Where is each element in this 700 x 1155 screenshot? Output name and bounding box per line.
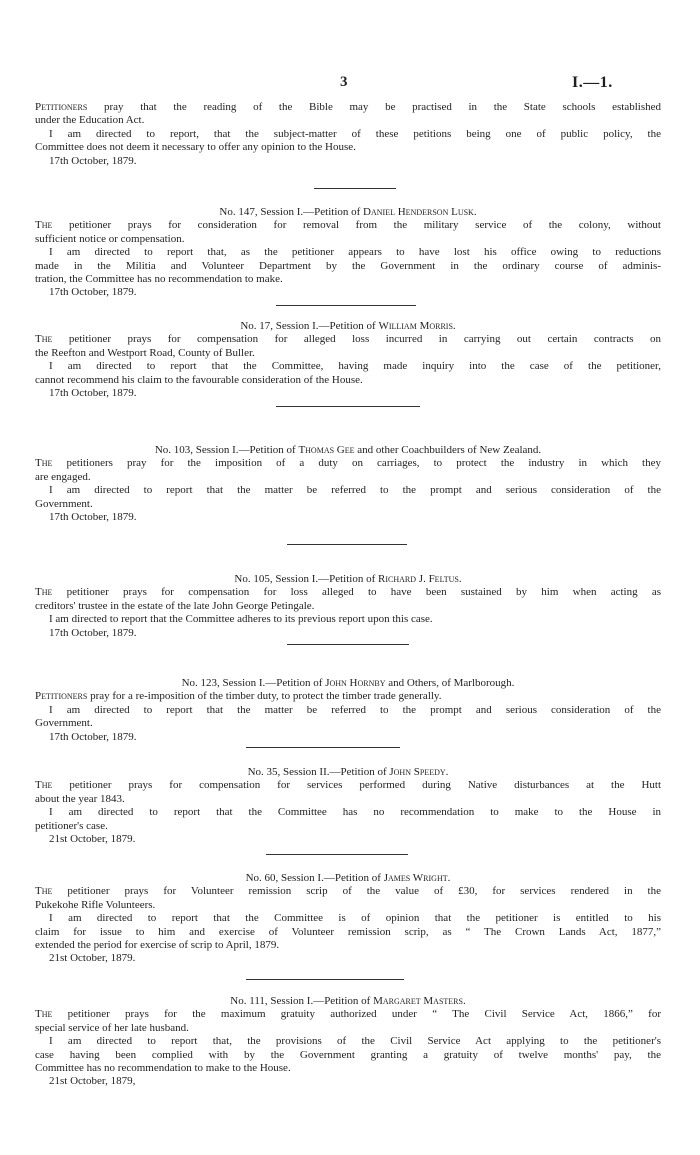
lead-word: The — [35, 219, 53, 232]
document-reference: I.—1. — [572, 74, 613, 91]
report-date: 17th October, 1879. — [49, 386, 137, 399]
body-line: I am directed to report that the matter be referred to the prompt and serious consideration of the — [49, 484, 661, 497]
page-header — [0, 74, 700, 94]
body-line: claim for issue to him and exercise of Volunteer remission scrip, as “ The Crown Lands Act, 1877,” — [35, 925, 661, 938]
body-line: The petitioners pray for the imposition of a duty on carriages, to protect the industry in which they — [35, 457, 661, 470]
report-date: 17th October, 1879. — [49, 286, 137, 299]
body-line: The petitioner prays for the maximum gratuity authorized under “ The Civil Service Act, 1866,” for — [35, 1008, 661, 1021]
section-divider — [287, 544, 407, 545]
lead-word: The — [35, 457, 53, 470]
section-divider — [314, 188, 396, 189]
lead-word: The — [35, 885, 53, 898]
petition-section — [35, 766, 661, 846]
petition-section — [35, 995, 661, 1089]
report-date: 17th October, 1879. — [49, 730, 137, 743]
body-line: I am directed to report that the Committee has no recommendation to make to the House in — [49, 806, 661, 819]
body-line: case having been complied with by the Government granting a gratuity of twelve months' pay, the — [35, 1048, 661, 1061]
section-divider — [276, 406, 420, 407]
body-line: made in the Militia and Volunteer Department by the Government in the ordinary course of adminis- — [35, 259, 661, 272]
section-divider — [246, 979, 404, 980]
petition-title: No. 147, Session I.—Petition of Daniel Henderson Lusk. — [219, 206, 477, 218]
report-date: 17th October, 1879. — [49, 154, 137, 167]
section-divider — [287, 644, 409, 645]
section-divider — [246, 747, 400, 748]
intro-section — [35, 101, 661, 168]
body-line: creditors' trustee in the estate of the late John George Petingale. — [35, 599, 315, 612]
petition-title: No. 123, Session I.—Petition of John Hornby and Others, of Marlborough. — [181, 677, 515, 689]
body-line: Pukekohe Rifle Volunteers. — [35, 898, 156, 911]
lead-word: Petitioners — [35, 101, 88, 113]
section-divider — [266, 854, 408, 855]
body-line: Petitioners pray for a re-imposition of the timber duty, to protect the timber trade generally. — [35, 690, 442, 703]
body-line: The petitioner prays for consideration for removal from the military service of the colony, without — [35, 219, 661, 232]
petition-title: No. 111, Session I.—Petition of Margaret Masters. — [230, 995, 466, 1007]
body-line: are engaged. — [35, 470, 91, 483]
petition-title: No. 105, Session I.—Petition of Richard J. Feltus. — [234, 573, 462, 585]
lead-word: The — [35, 333, 53, 346]
body-line: I am directed to report that the Committee adheres to its previous report upon this case. — [49, 613, 433, 626]
petition-section — [35, 677, 661, 744]
body-line: The petitioner prays for compensation for services performed during Native disturbances at the Hutt — [35, 779, 661, 792]
section-divider — [276, 305, 416, 306]
report-date: 21st October, 1879. — [49, 952, 136, 965]
report-date: 21st October, 1879. — [49, 832, 136, 845]
petition-section — [35, 872, 661, 966]
petition-section — [35, 444, 661, 524]
body-line: special service of her late husband. — [35, 1021, 189, 1034]
body-line: cannot recommend his claim to the favourable consideration of the House. — [35, 373, 363, 386]
petition-section — [35, 320, 661, 400]
body-line: I am directed to report that the matter be referred to the prompt and serious consideration of the — [49, 703, 661, 716]
body-line: I am directed to report that, the provisions of the Civil Service Act applying to the petitioner's — [49, 1035, 661, 1048]
body-line: The petitioner prays for compensation for loss alleged to have been sustained by him when acting as — [35, 586, 661, 599]
body-line: I am directed to report that, as the petitioner appears to have lost his office owing to reductions — [49, 246, 661, 259]
report-date: 17th October, 1879. — [49, 626, 137, 639]
petition-section — [35, 573, 661, 640]
body-line: Committee does not deem it necessary to offer any opinion to the House. — [35, 141, 356, 154]
petition-title: No. 60, Session I.—Petition of James Wright. — [245, 872, 451, 884]
body-line: Government. — [35, 717, 93, 730]
body-line: Committee has no recommendation to make to the House. — [35, 1061, 291, 1074]
body-line: petitioner's case. — [35, 819, 108, 832]
body-line: sufficient notice or compensation. — [35, 232, 185, 245]
body-line: about the year 1843. — [35, 792, 125, 805]
body-line: Government. — [35, 497, 93, 510]
lead-word: The — [35, 1008, 53, 1021]
petition-section — [35, 206, 661, 300]
petition-title: No. 35, Session II.—Petition of John Speedy. — [247, 766, 449, 778]
body-line: The petitioner prays for Volunteer remission scrip of the value of £30, for services rendered in the — [35, 885, 661, 898]
petition-title: No. 103, Session I.—Petition of Thomas Gee and other Coachbuilders of New Zealand. — [154, 444, 542, 456]
body-line: I am directed to report that the Committee is of opinion that the petitioner is entitled to his — [49, 912, 661, 925]
body-line: I am directed to report that the Committee, having made inquiry into the case of the petitioner, — [49, 360, 661, 373]
page-number: 3 — [340, 74, 348, 90]
lead-word: Petitioners — [35, 690, 88, 703]
body-line: under the Education Act. — [35, 114, 145, 127]
body-line: Petitioners pray that the reading of the Bible may be practised in the State schools established — [35, 101, 661, 113]
lead-word: The — [35, 586, 53, 599]
petition-title: No. 17, Session I.—Petition of William Morris. — [240, 320, 456, 332]
lead-word: The — [35, 779, 53, 792]
body-line: extended the period for exercise of scrip to April, 1879. — [35, 938, 280, 951]
body-line: the Reefton and Westport Road, County of Buller. — [35, 346, 255, 359]
body-line: I am directed to report, that the subject-matter of these petitions being one of public policy, the — [49, 127, 661, 140]
body-line: tration, the Committee has no recommendation to make. — [35, 272, 283, 285]
body-line: The petitioner prays for compensation for alleged loss incurred in carrying out certain contracts on — [35, 333, 661, 346]
report-date: 21st October, 1879, — [49, 1075, 136, 1088]
report-date: 17th October, 1879. — [49, 510, 137, 523]
